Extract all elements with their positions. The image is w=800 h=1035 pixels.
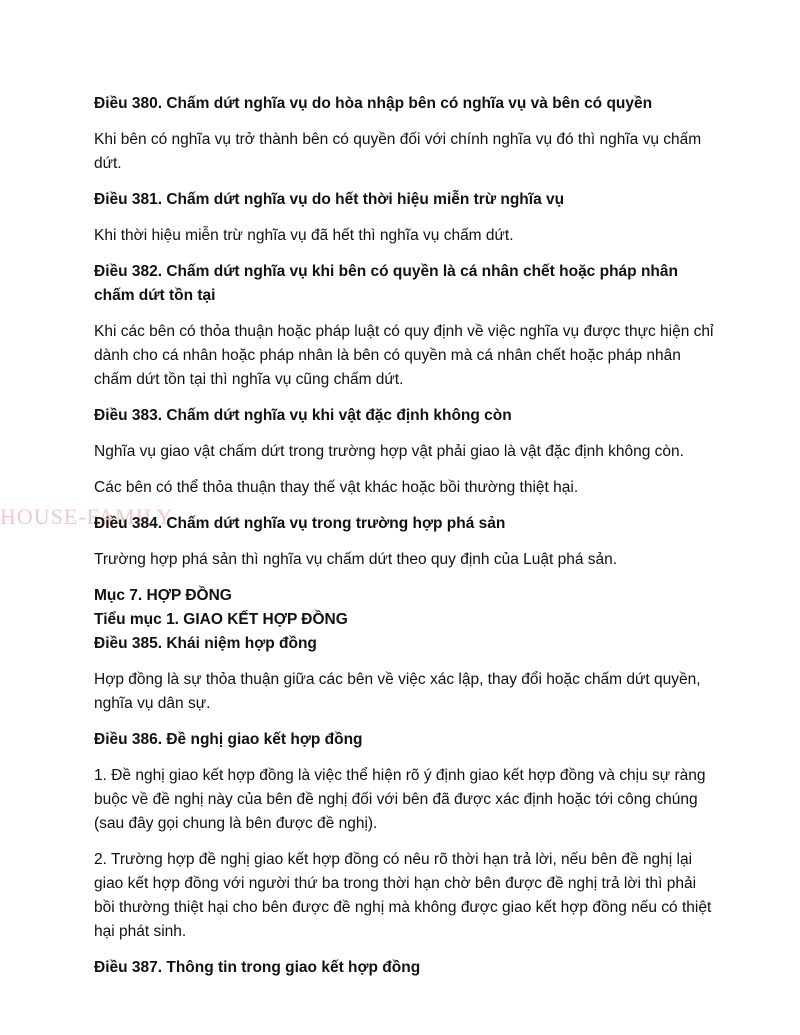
article-385-heading: Điều 385. Khái niệm hợp đồng <box>94 635 317 652</box>
article-383-text-2: Các bên có thể thỏa thuận thay thế vật khác hoặc bồi thường thiệt hại. <box>94 479 579 496</box>
article-384-heading: Điều 384. Chấm dứt nghĩa vụ trong trường hợp phá sản <box>94 515 506 532</box>
article-386-heading: Điều 386. Đề nghị giao kết hợp đồng <box>94 731 363 748</box>
article-380-heading: Điều 380. Chấm dứt nghĩa vụ do hòa nhập bên có nghĩa vụ và bên có quyền <box>94 95 653 112</box>
watermark-text: HOUSE-FAMILY <box>0 504 174 529</box>
article-381-text: Khi thời hiệu miễn trừ nghĩa vụ đã hết thì nghĩa vụ chấm dứt. <box>94 227 514 244</box>
article-387-heading: Điều 387. Thông tin trong giao kết hợp đồng <box>94 959 421 976</box>
article-386-clause-2: 2. Trường hợp đề nghị giao kết hợp đồng có nêu rõ thời hạn trả lời, nếu bên đề nghị lại giao kết hợp đồng với người thứ ba trong thời hạn chờ bên được đề nghị trả lời thì phải bồi thường thiệt hại cho bên được đề nghị mà không được giao kết hợp đồng nếu có thiệt hại phát sinh. <box>94 851 712 940</box>
document-page <box>94 92 714 992</box>
article-383-heading: Điều 383. Chấm dứt nghĩa vụ khi vật đặc định không còn <box>94 407 512 424</box>
article-380-text: Khi bên có nghĩa vụ trở thành bên có quyền đối với chính nghĩa vụ đó thì nghĩa vụ chấm dứt. <box>94 131 702 172</box>
article-383-text-1: Nghĩa vụ giao vật chấm dứt trong trường hợp vật phải giao là vật đặc định không còn. <box>94 443 684 460</box>
section-7-title: Mục 7. HỢP ĐỒNG <box>94 587 232 604</box>
subsection-1-title: Tiểu mục 1. GIAO KẾT HỢP ĐỒNG <box>94 611 348 628</box>
article-382-heading: Điều 382. Chấm dứt nghĩa vụ khi bên có quyền là cá nhân chết hoặc pháp nhân chấm dứt tồn tại <box>94 263 678 304</box>
article-384-text: Trường hợp phá sản thì nghĩa vụ chấm dứt theo quy định của Luật phá sản. <box>94 551 618 568</box>
article-385-text: Hợp đồng là sự thỏa thuận giữa các bên về việc xác lập, thay đổi hoặc chấm dứt quyền, nghĩa vụ dân sự. <box>94 671 701 712</box>
article-386-clause-1: 1. Đề nghị giao kết hợp đồng là việc thể hiện rõ ý định giao kết hợp đồng và chịu sự ràng buộc về đề nghị này của bên đề nghị đối với bên đã được xác định hoặc tới công chúng (sau đây gọi chung là bên được đề nghị). <box>94 767 706 832</box>
article-381-heading: Điều 381. Chấm dứt nghĩa vụ do hết thời hiệu miễn trừ nghĩa vụ <box>94 191 565 208</box>
article-382-text: Khi các bên có thỏa thuận hoặc pháp luật có quy định về việc nghĩa vụ được thực hiện chỉ dành cho cá nhân hoặc pháp nhân là bên có quyền mà cá nhân chết hoặc pháp nhân chấm dứt tồn tại thì nghĩa vụ cũng chấm dứt. <box>94 323 714 388</box>
